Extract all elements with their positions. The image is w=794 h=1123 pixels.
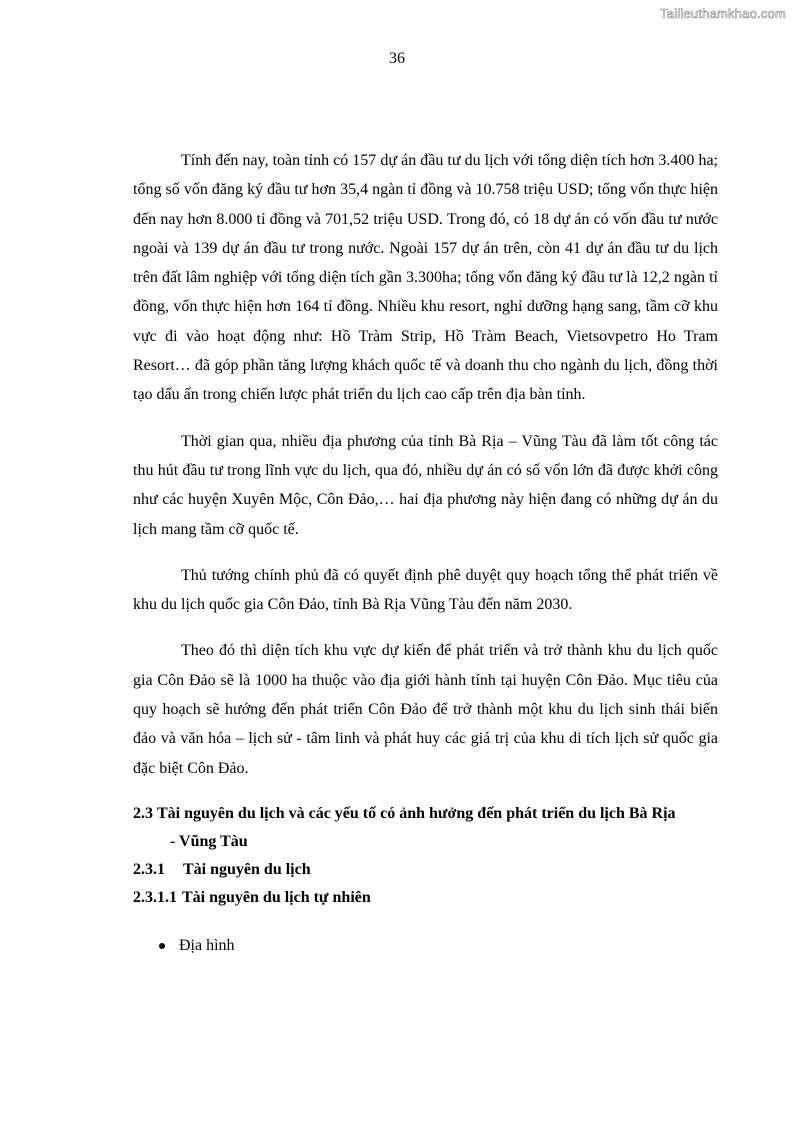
- heading-text: Tài nguyên du lịch tự nhiên: [182, 888, 371, 906]
- paragraph-investment: Tính đến nay, toàn tỉnh có 157 dự án đầu tư du lịch với tổng diện tích hơn 3.400 ha; tổng số vốn đăng ký đầu tư hơn 35,4 ngàn tỉ đồng và 10.758 triệu USD; tổng vốn thực hiện đến nay hơn 8.000 tỉ đồng và 701,52 triệu USD. Trong đó, có 18 dự án có vốn đầu tư nước ngoài và 139 dự án đầu tư trong nước. Ngoài 157 dự án trên, còn 41 dự án đầu tư du lịch trên đất lâm nghiệp với tổng diện tích gần 3.300ha; tổng vốn đăng ký đầu tư là 12,2 ngàn tỉ đồng, vốn thực hiện hơn 164 tỉ đồng. Nhiều khu resort, nghỉ dưỡng hạng sang, tầm cỡ khu vực đi vào hoạt động như: Hồ Tràm Strip, Hồ Tràm Beach, Vietsovpetro Ho Tram Resort… đã góp phần tăng lượng khách quốc tế và doanh thu cho ngành du lịch, đồng thời tạo dấu ấn trong chiến lược phát triển du lịch cao cấp trên địa bàn tỉnh.: [133, 152, 718, 404]
- bullet-dot-icon: [159, 943, 165, 949]
- section-heading-2-3: [133, 800, 718, 856]
- heading-line-1: Tài nguyên du lịch và các yếu tố có ảnh hưởng đến phát triển du lịch Bà Rịa: [157, 804, 676, 822]
- heading-text: [157, 800, 718, 856]
- heading-number: 2.3.1.1: [133, 888, 177, 906]
- heading-text: Tài nguyên du lịch: [183, 860, 311, 878]
- page-number: 36: [389, 50, 405, 67]
- paragraph-decision: Thủ tướng chính phủ đã có quyết định phê duyệt quy hoạch tổng thể phát triển về khu du lịch quốc gia Côn Đảo, tỉnh Bà Rịa Vũng Tàu đến năm 2030.: [133, 566, 718, 614]
- bullet-item: [133, 932, 718, 960]
- heading-line-2: - Vũng Tàu: [170, 832, 248, 850]
- section-heading-2-3-1-1: [133, 884, 718, 912]
- section-heading-2-3-1: [133, 856, 718, 884]
- heading-number: 2.3.1: [133, 860, 165, 878]
- document-body: [133, 146, 718, 960]
- paragraph-localities: Thời gian qua, nhiều địa phương của tỉnh Bà Rịa – Vũng Tàu đã làm tốt công tác thu hút đầu tư trong lĩnh vực du lịch, qua đó, nhiều dự án có số vốn lớn đã được khởi công như các huyện Xuyên Mộc, Côn Đảo,… hai địa phương này hiện đang có những dự án du lịch mang tầm cỡ quốc tế.: [133, 432, 718, 538]
- heading-number: 2.3: [133, 804, 153, 822]
- watermark: Tailieuthamkhao.com: [660, 6, 786, 21]
- bullet-text: Địa hình: [179, 936, 235, 954]
- paragraph-con-dao: Theo đó thì diện tích khu vực dự kiến để phát triển và trở thành khu du lịch quốc gia Côn Đảo sẽ là 1000 ha thuộc vào địa giới hành tính tại huyện Côn Đảo. Mục tiêu của quy hoạch sẽ hướng đến phát triển Côn Đảo để trở thành một khu du lịch sinh thái biển đảo và văn hóa – lịch sử - tâm linh và phát huy các giá trị của khu di tích lịch sử quốc gia đặc biệt Côn Đảo.: [133, 642, 718, 777]
